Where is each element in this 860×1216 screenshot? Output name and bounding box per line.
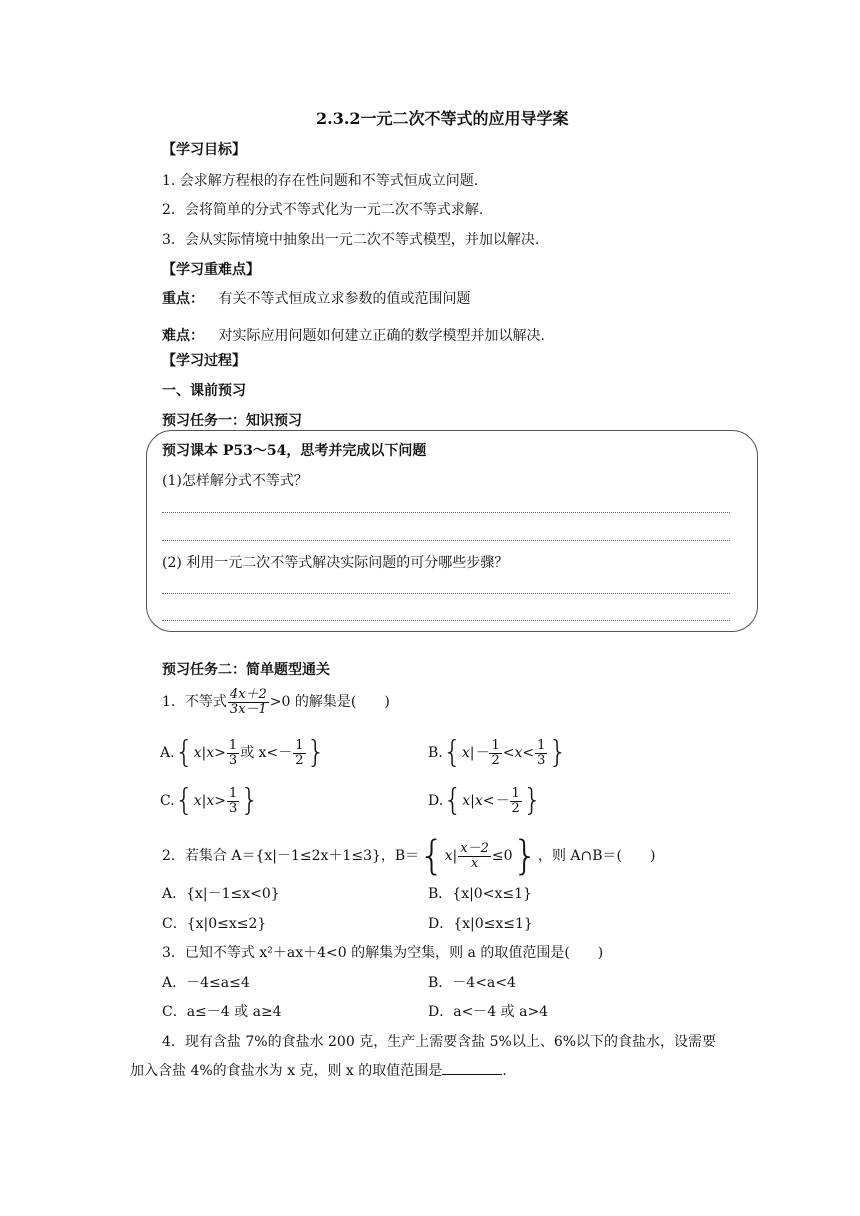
q2-option-c[interactable]: C．{x|0≤x≤2}	[162, 916, 267, 932]
q2-suffix: ，则 A∩B＝( )	[537, 848, 656, 864]
q1-b-set: x|－	[461, 745, 489, 761]
q1-a-frac1	[227, 739, 239, 767]
q1-a-set: x|x>	[193, 745, 226, 761]
q3-option-c[interactable]: C．a≤－4 或 a≥4	[162, 1004, 282, 1020]
q1-d-frac	[510, 787, 522, 815]
q1-a-mid: 或 x<－	[240, 745, 293, 761]
preview-question-box	[146, 430, 758, 632]
q1-a-frac2-den: 2	[295, 752, 304, 768]
difficult-point-line	[162, 325, 545, 345]
q4-end: .	[502, 1063, 507, 1079]
q1-b-frac1-den: 2	[491, 752, 500, 768]
left-brace-icon: {	[174, 735, 194, 770]
q2-prefix: 2．若集合 A＝{x|－1≤2x＋1≤3}，B＝	[162, 848, 420, 864]
objective-2: 2．会将简单的分式不等式化为一元二次不等式求解.	[162, 202, 484, 218]
q1-frac-den: 3x－1	[229, 701, 267, 717]
task1-heading: 预习任务一：知识预习	[162, 413, 302, 429]
left-brace-icon: {	[442, 735, 462, 770]
q1-b-frac1-num: 1	[491, 737, 500, 753]
q1-a-frac2	[293, 739, 305, 767]
difficult-label: 难点：	[162, 328, 204, 344]
q1-a-frac1-num: 1	[228, 737, 238, 753]
q2-option-b[interactable]: B．{x|0<x≤1}	[428, 886, 532, 902]
q3-option-d[interactable]: D．a<－4 或 a>4	[428, 1004, 549, 1020]
answer-blank[interactable]	[442, 1062, 502, 1075]
q1-b-frac2-den: 3	[537, 752, 546, 768]
q1-d-label: D.	[428, 793, 444, 809]
q1-c-frac	[227, 787, 239, 815]
objectives-header: 【学习目标】	[162, 142, 246, 158]
q3-option-a[interactable]: A．－4≤a≤4	[162, 975, 250, 991]
q1-suffix: >0 的解集是( )	[269, 694, 390, 711]
q1-option-b[interactable]	[428, 735, 568, 770]
left-brace-icon: {	[174, 783, 194, 818]
question-4-line-2	[130, 1060, 507, 1080]
q2-frac-den: x	[470, 855, 479, 871]
q2-option-d[interactable]: D．{x|0≤x≤1}	[428, 916, 533, 932]
q2-frac-num: x－2	[460, 840, 489, 856]
objective-3: 3．会从实际情境中抽象出一元二次不等式模型，并加以解决.	[162, 232, 540, 248]
q1-frac-num: 4x＋2	[229, 687, 267, 702]
q1-b-frac2-num: 1	[537, 737, 546, 753]
left-brace-icon: {	[443, 783, 463, 818]
right-brace-icon: }	[522, 783, 542, 818]
q1-d-set: x|x<－	[462, 793, 509, 809]
q1-c-frac-den: 3	[229, 800, 238, 816]
q1-option-a[interactable]	[160, 735, 326, 770]
key-points-header: 【学习重难点】	[162, 262, 260, 278]
q2-set-x: x|	[444, 848, 458, 864]
q2-fraction	[458, 842, 491, 870]
answer-line-2[interactable]	[162, 540, 730, 541]
q1-option-d[interactable]	[428, 783, 542, 818]
objective-1: 1. 会求解方程根的存在性问题和不等式恒成立问题.	[162, 173, 479, 189]
question-3-stem: 3．已知不等式 x²＋ax＋4<0 的解集为空集，则 a 的取值范围是( )	[162, 945, 604, 961]
task2-heading: 预习任务二：简单题型通关	[162, 662, 330, 678]
q1-option-c[interactable]	[160, 783, 260, 818]
q1-fraction	[228, 688, 269, 716]
process-header: 【学习过程】	[162, 353, 246, 369]
question-2-stem	[162, 833, 656, 879]
box-heading: 预习课本 P53～54，思考并完成以下问题	[162, 443, 427, 459]
left-brace-icon: {	[419, 833, 445, 879]
q1-b-mid: <x<	[502, 745, 535, 761]
answer-line-3[interactable]	[162, 593, 730, 594]
q3-option-b[interactable]: B．－4<a<4	[428, 975, 516, 991]
q1-a-label: A.	[160, 745, 175, 761]
q1-b-frac1	[489, 739, 501, 767]
key-text: 有关不等式恒成立求参数的值或范围问题	[218, 291, 471, 307]
q1-c-frac-num: 1	[229, 785, 238, 801]
difficult-text: 对实际应用问题如何建立正确的数学模型并加以解决.	[218, 328, 545, 344]
right-brace-icon: }	[306, 735, 326, 770]
section-preview: 一、课前预习	[162, 383, 246, 399]
q1-a-frac1-den: 3	[228, 752, 238, 768]
q4-line2-text: 加入含盐 4%的食盐水为 x 克，则 x 的取值范围是	[130, 1063, 443, 1079]
right-brace-icon: }	[548, 735, 568, 770]
q1-b-label: B.	[428, 745, 443, 761]
answer-line-1[interactable]	[162, 512, 730, 513]
question-4-line-1: 4．现有含盐 7%的食盐水 200 克，生产上需要含盐 5%以上、6%以下的食盐水，设需要	[162, 1034, 717, 1050]
q1-c-label: C.	[160, 793, 175, 809]
box-question-1: (1)怎样解分式不等式？	[162, 473, 308, 489]
question-1-stem	[162, 688, 390, 716]
answer-line-4[interactable]	[162, 620, 730, 621]
q1-d-frac-num: 1	[511, 785, 520, 801]
q1-c-set: x|x>	[193, 793, 227, 809]
q1-d-frac-den: 2	[511, 800, 520, 816]
key-label: 重点：	[162, 291, 204, 307]
q1-a-frac2-num: 1	[295, 737, 304, 753]
key-point-line	[162, 288, 470, 308]
q1-b-frac2	[535, 739, 547, 767]
right-brace-icon: }	[240, 783, 260, 818]
q1-prefix: 1．不等式	[162, 694, 227, 711]
right-brace-icon: }	[512, 833, 538, 879]
q2-option-a[interactable]: A．{x|－1≤x<0}	[162, 886, 280, 902]
box-question-2: (2) 利用一元二次不等式解决实际问题的可分哪些步骤？	[162, 555, 509, 571]
q2-frac-tail: ≤0	[491, 848, 513, 864]
page-title: 2.3.2一元二次不等式的应用导学案	[316, 109, 569, 128]
